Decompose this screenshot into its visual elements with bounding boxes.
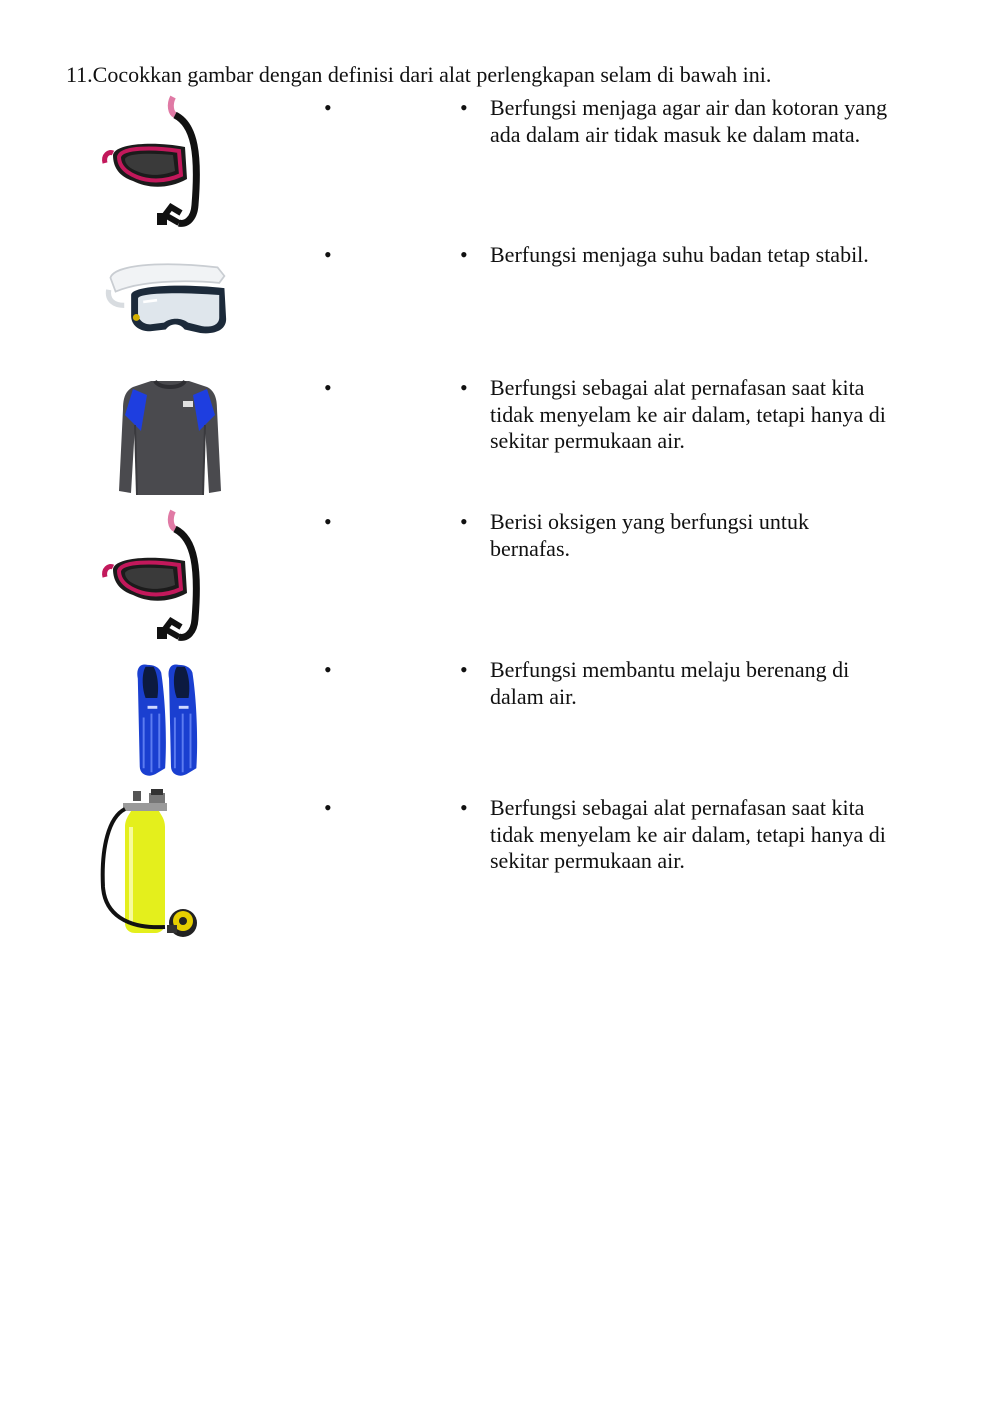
left-match-dot[interactable]: • xyxy=(324,242,332,267)
right-match-dot[interactable]: • xyxy=(460,795,468,820)
definition-text: Berfungsi sebagai alat pernafasan saat kita tidak menyelam ke air dalam, tetapi hanya di sekitar permukaan air. xyxy=(490,375,886,453)
definition-text: Berfungsi menjaga suhu badan tetap stabil. xyxy=(490,242,869,267)
fins-icon xyxy=(95,659,245,781)
snorkel-mask-icon xyxy=(95,509,245,649)
snorkel-mask-icon xyxy=(95,95,245,235)
question-title: 11.Cocokkan gambar dengan definisi dari alat perlengkapan selam di bawah ini. xyxy=(66,62,772,87)
definition-text: Berfungsi menjaga agar air dan kotoran yang ada dalam air tidak masuk ke dalam mata. xyxy=(490,95,888,147)
right-match-dot[interactable]: • xyxy=(460,375,468,400)
right-match-dot[interactable]: • xyxy=(460,95,468,120)
definition-text: Berfungsi sebagai alat pernafasan saat kita tidak menyelam ke air dalam, tetapi hanya di sekitar permukaan air. xyxy=(490,795,886,873)
definition-text: Berfungsi membantu melaju berenang di dalam air. xyxy=(490,657,850,709)
definition-text: Berisi oksigen yang berfungsi untuk bernafas. xyxy=(490,509,809,561)
left-match-dot[interactable]: • xyxy=(324,375,332,400)
left-match-dot[interactable]: • xyxy=(324,95,332,120)
left-match-dot[interactable]: • xyxy=(324,657,332,682)
right-match-dot[interactable]: • xyxy=(460,509,468,534)
diving-mask-icon xyxy=(95,257,245,352)
right-match-dot[interactable]: • xyxy=(460,657,468,682)
right-match-dot[interactable]: • xyxy=(460,242,468,267)
wetsuit-icon xyxy=(95,375,245,500)
left-match-dot[interactable]: • xyxy=(324,509,332,534)
oxygen-tank-icon xyxy=(95,787,245,937)
left-match-dot[interactable]: • xyxy=(324,795,332,820)
